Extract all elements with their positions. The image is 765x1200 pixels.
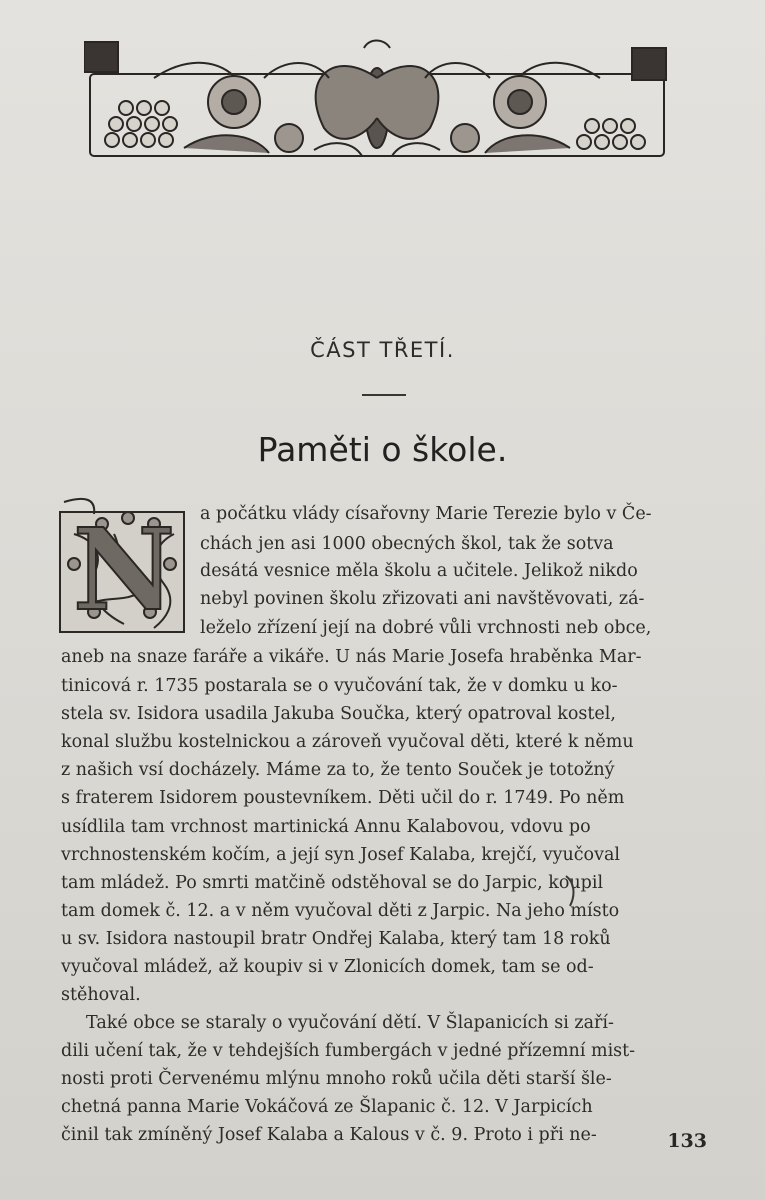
text-line: Také obce se staraly o vyučování dětí. V Šlapanicích si zaří- — [86, 1013, 614, 1033]
text-line: a počátku vlády císařovny Marie Terezie bylo v Če- — [200, 504, 652, 524]
text-line: s fraterem Isidorem poustevníkem. Děti učil do r. 1749. Po něm — [61, 788, 625, 808]
text-line: nebyl povinen školu zřizovati ani navštěvovati, zá- — [200, 589, 645, 609]
text-line: u sv. Isidora nastoupil bratr Ondřej Kalaba, který tam 18 roků — [61, 929, 611, 949]
ornamental-initial-n-icon — [54, 494, 194, 642]
text-line: tam mládež. Po smrti matčině odstěhoval se do Jarpic, koupil — [61, 873, 604, 893]
text-line: chách jen asi 1000 obecných škol, tak že sotva — [200, 534, 614, 554]
dropcap-letter: N — [72, 505, 176, 636]
text-line: desátá vesnice měla školu a učitele. Jelikož nikdo — [200, 561, 638, 581]
chapter-title: Paměti o škole. — [257, 430, 508, 469]
text-line: tinicová r. 1735 postarala se o vyučování tak, že v domku u ko- — [61, 676, 618, 696]
text-line: z našich vsí docházely. Máme za to, že tento Souček je totožný — [61, 760, 615, 780]
text-line: vrchnostenském kočím, a její syn Josef Kalaba, krejčí, vyučoval — [61, 845, 620, 865]
text-line: aneb na snaze faráře a vikáře. U nás Marie Josefa hraběnka Mar- — [61, 647, 642, 667]
text-line: tam domek č. 12. a v něm vyučoval děti z Jarpic. Na jeho místo — [61, 901, 620, 921]
text-line: leželo zřízení její na dobré vůli vrchnosti neb obce, — [200, 618, 652, 638]
part-title: ČÁST TŘETÍ. — [310, 338, 455, 362]
text-line: stěhoval. — [61, 985, 141, 1005]
text-line: konal službu kostelnickou a zároveň vyučoval děti, které k němu — [61, 732, 634, 752]
pencil-mark-icon — [560, 872, 584, 908]
text-line: činil tak zmíněný Josef Kalaba a Kalous v č. 9. Proto i při ne- — [61, 1125, 597, 1145]
text-line: stela sv. Isidora usadila Jakuba Součka, který opatroval kostel, — [61, 704, 616, 724]
text-line: vyučoval mládež, až koupiv si v Zlonicích domek, tam se od- — [61, 957, 594, 977]
text-line: chetná panna Marie Vokáčová ze Šlapanic č. 12. V Jarpicích — [61, 1097, 593, 1117]
title-divider — [362, 394, 406, 396]
text-line: usídlila tam vrchnost martinická Annu Kalabovou, vdovu po — [61, 817, 591, 837]
floral-headpiece-ornament-icon — [84, 38, 670, 162]
page-number: 133 — [667, 1130, 707, 1152]
text-line: nosti proti Červenému mlýnu mnoho roků učila děti starší šle- — [61, 1069, 612, 1089]
text-line: dili učení tak, že v tehdejších fumbergách v jedné přízemní mist- — [61, 1041, 636, 1061]
